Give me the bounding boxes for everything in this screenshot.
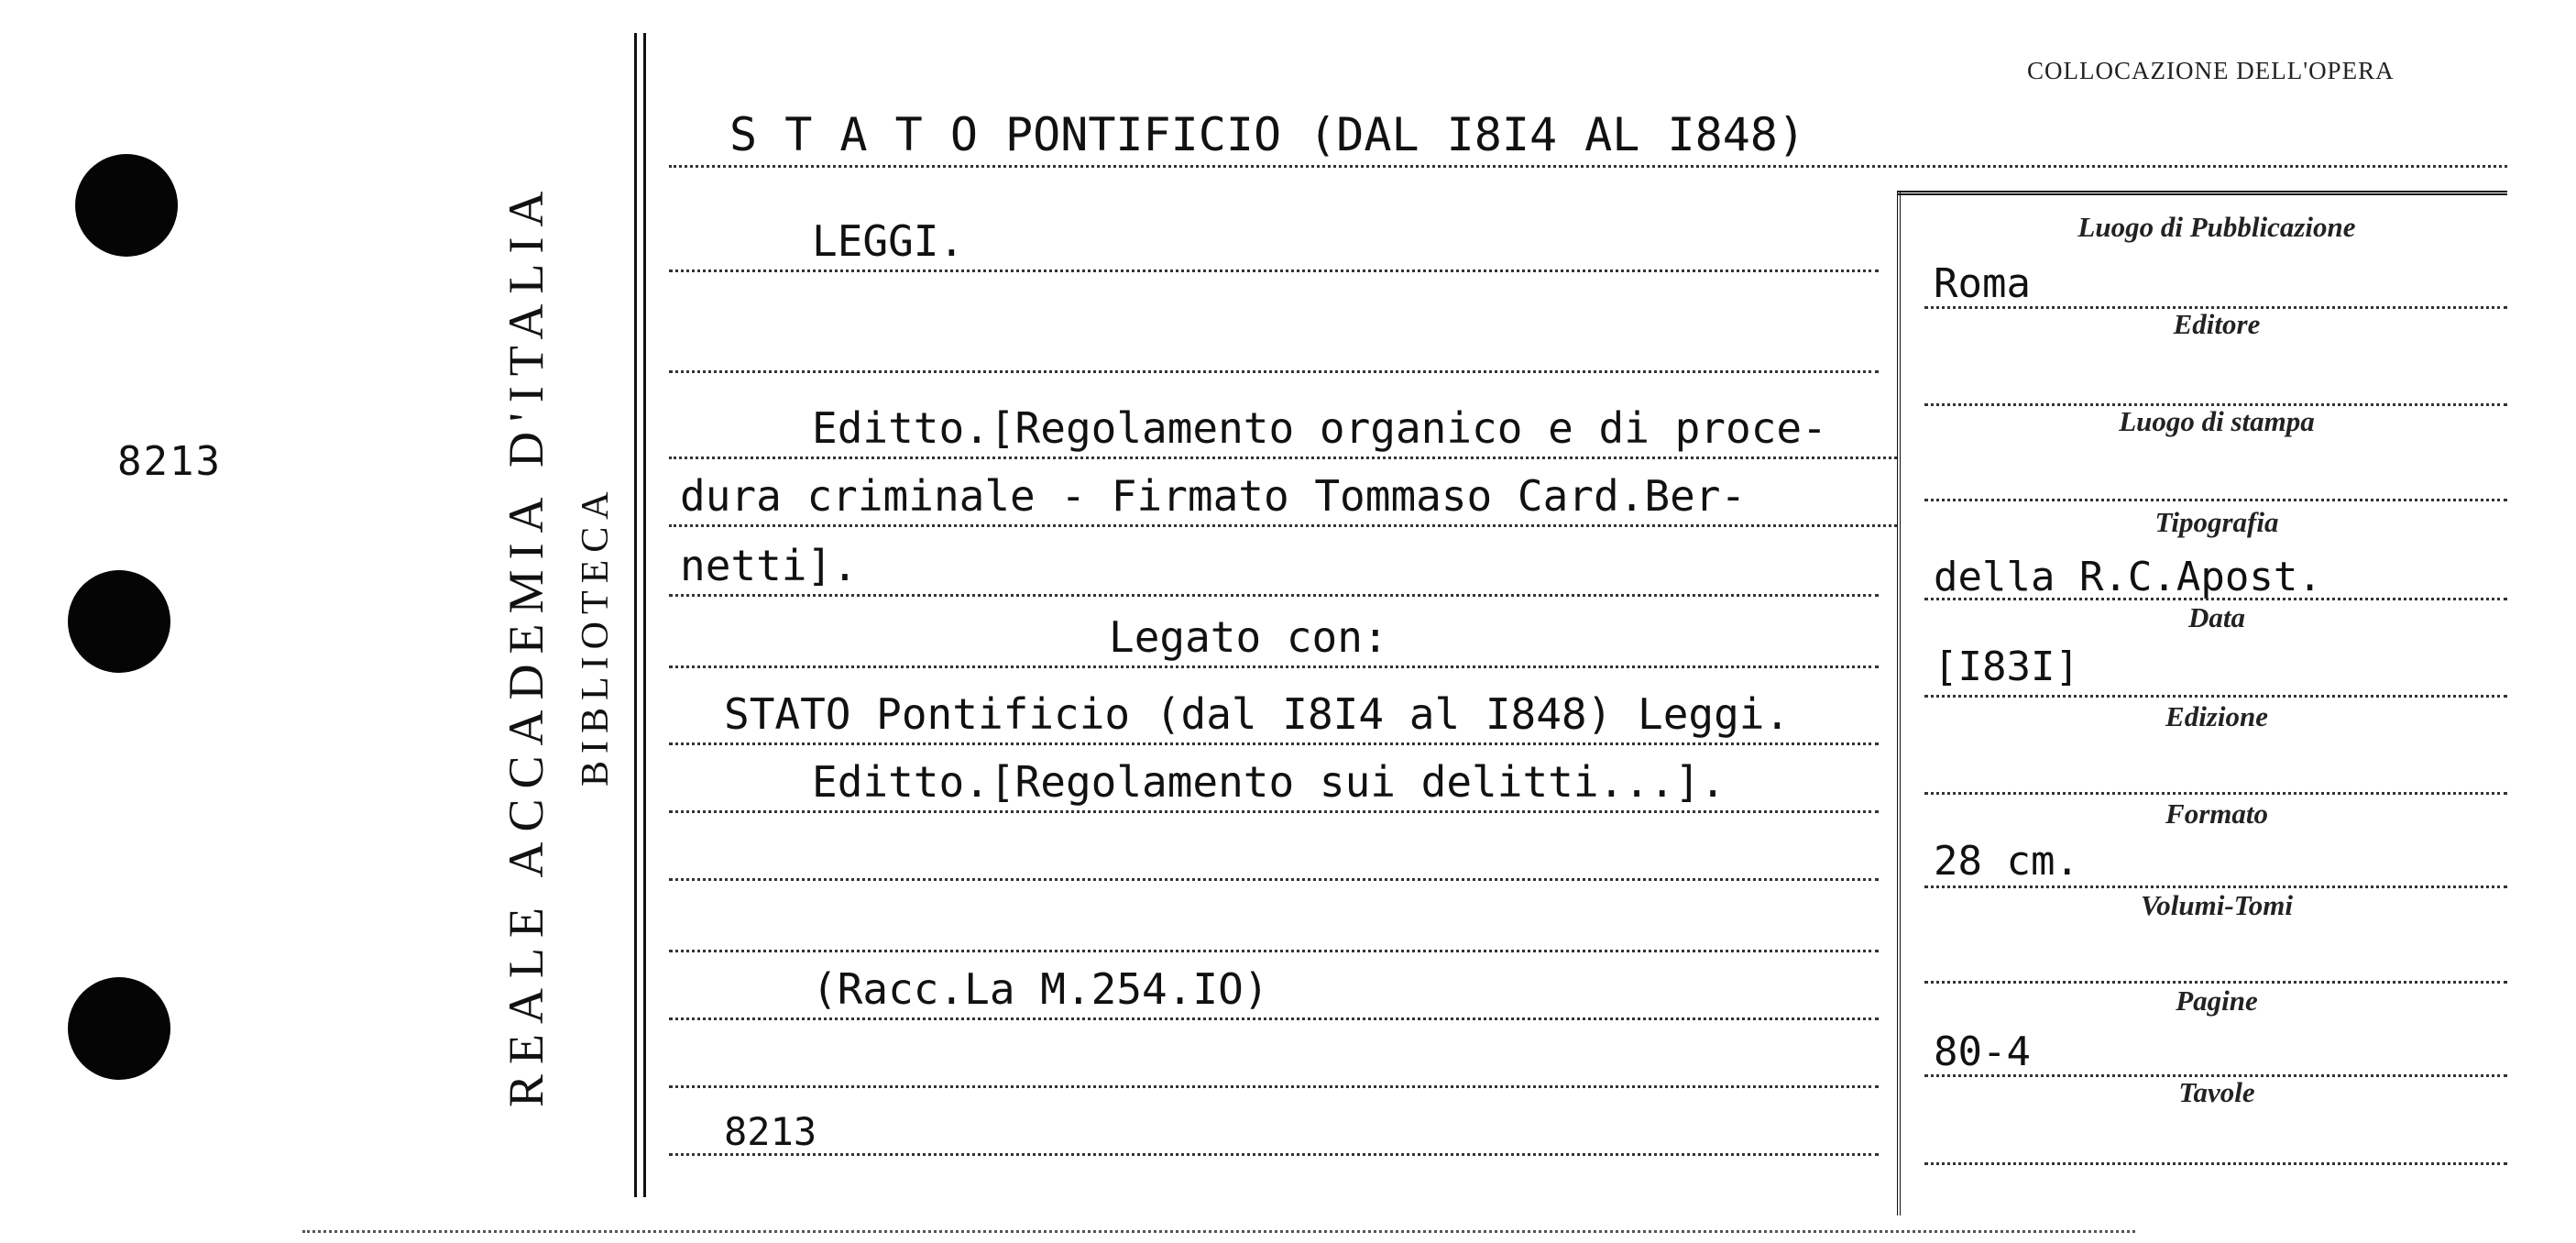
dotted-line	[1924, 886, 2507, 888]
punch-hole-top	[75, 154, 178, 257]
body-line: netti].	[680, 541, 858, 590]
field-label: Editore	[2173, 308, 2261, 340]
vertical-rule	[643, 33, 646, 1197]
body-line: Editto.[Regolamento sui delitti...].	[812, 757, 1726, 807]
dotted-line	[669, 1018, 1879, 1020]
dotted-line	[669, 456, 1897, 459]
body-line: Legato con:	[1109, 612, 1388, 662]
dotted-line	[669, 524, 1897, 527]
dotted-line	[1924, 1162, 2507, 1165]
field-value: Roma	[1934, 260, 2031, 307]
field-label: Data	[2188, 601, 2245, 633]
field-label: Luogo di stampa	[2119, 405, 2315, 437]
margin-number: 8213	[117, 438, 222, 485]
body-line: Editto.[Regolamento organico e di proce-	[812, 403, 1827, 453]
dotted-line	[669, 165, 2507, 168]
dotted-line	[669, 878, 1879, 881]
field-label: Edizione	[2165, 700, 2268, 732]
fields-box-top	[1897, 191, 2507, 195]
punch-hole-bottom	[68, 977, 170, 1080]
dotted-line	[669, 370, 1879, 373]
field-label: Formato	[2165, 798, 2268, 830]
field-label: Tipografia	[2154, 506, 2279, 538]
dotted-line	[669, 594, 1879, 597]
punch-hole-middle	[68, 570, 170, 673]
field-label: Luogo di Pubblicazione	[2077, 211, 2356, 243]
body-line: dura criminale - Firmato Tommaso Card.Ber-	[680, 471, 1747, 521]
dotted-line	[1924, 981, 2507, 984]
field-value: della R.C.Apost.	[1934, 554, 2322, 600]
dotted-line	[1924, 499, 2507, 501]
field-label: Pagine	[2176, 984, 2258, 1017]
dotted-line	[669, 1085, 1879, 1088]
field-label: Volumi-Tomi	[2141, 889, 2293, 921]
dotted-line	[1924, 598, 2507, 600]
card-heading: S T A T O PONTIFICIO (DAL I8I4 AL I848)	[729, 108, 1805, 161]
dotted-line	[669, 270, 1879, 272]
dotted-line	[669, 742, 1879, 745]
collocation-label: COLLOCAZIONE DELL'OPERA	[2027, 57, 2395, 84]
dotted-line	[1924, 792, 2507, 795]
shelf-reference: (Racc.La M.254.IO)	[812, 964, 1269, 1014]
bottom-edge-line	[302, 1230, 2135, 1233]
card-subject: LEGGI.	[812, 216, 965, 266]
dotted-line	[669, 666, 1879, 668]
field-value: 80-4	[1934, 1028, 2031, 1075]
institution-sub: BIBLIOTECA	[575, 484, 617, 786]
field-label: Tavole	[2178, 1076, 2255, 1108]
vertical-rule	[634, 33, 637, 1197]
body-line: STATO Pontificio (dal I8I4 al I848) Leggi.	[724, 689, 1791, 739]
dotted-line	[669, 1153, 1879, 1156]
dotted-line	[1924, 695, 2507, 698]
inventory-number: 8213	[724, 1109, 817, 1154]
field-value: 28 cm.	[1934, 838, 2079, 885]
institution-name: REALE ACCADEMIA D'ITALIA	[499, 181, 554, 1107]
field-value: [I83I]	[1934, 644, 2079, 690]
dotted-line	[669, 810, 1879, 813]
dotted-line	[669, 950, 1879, 952]
